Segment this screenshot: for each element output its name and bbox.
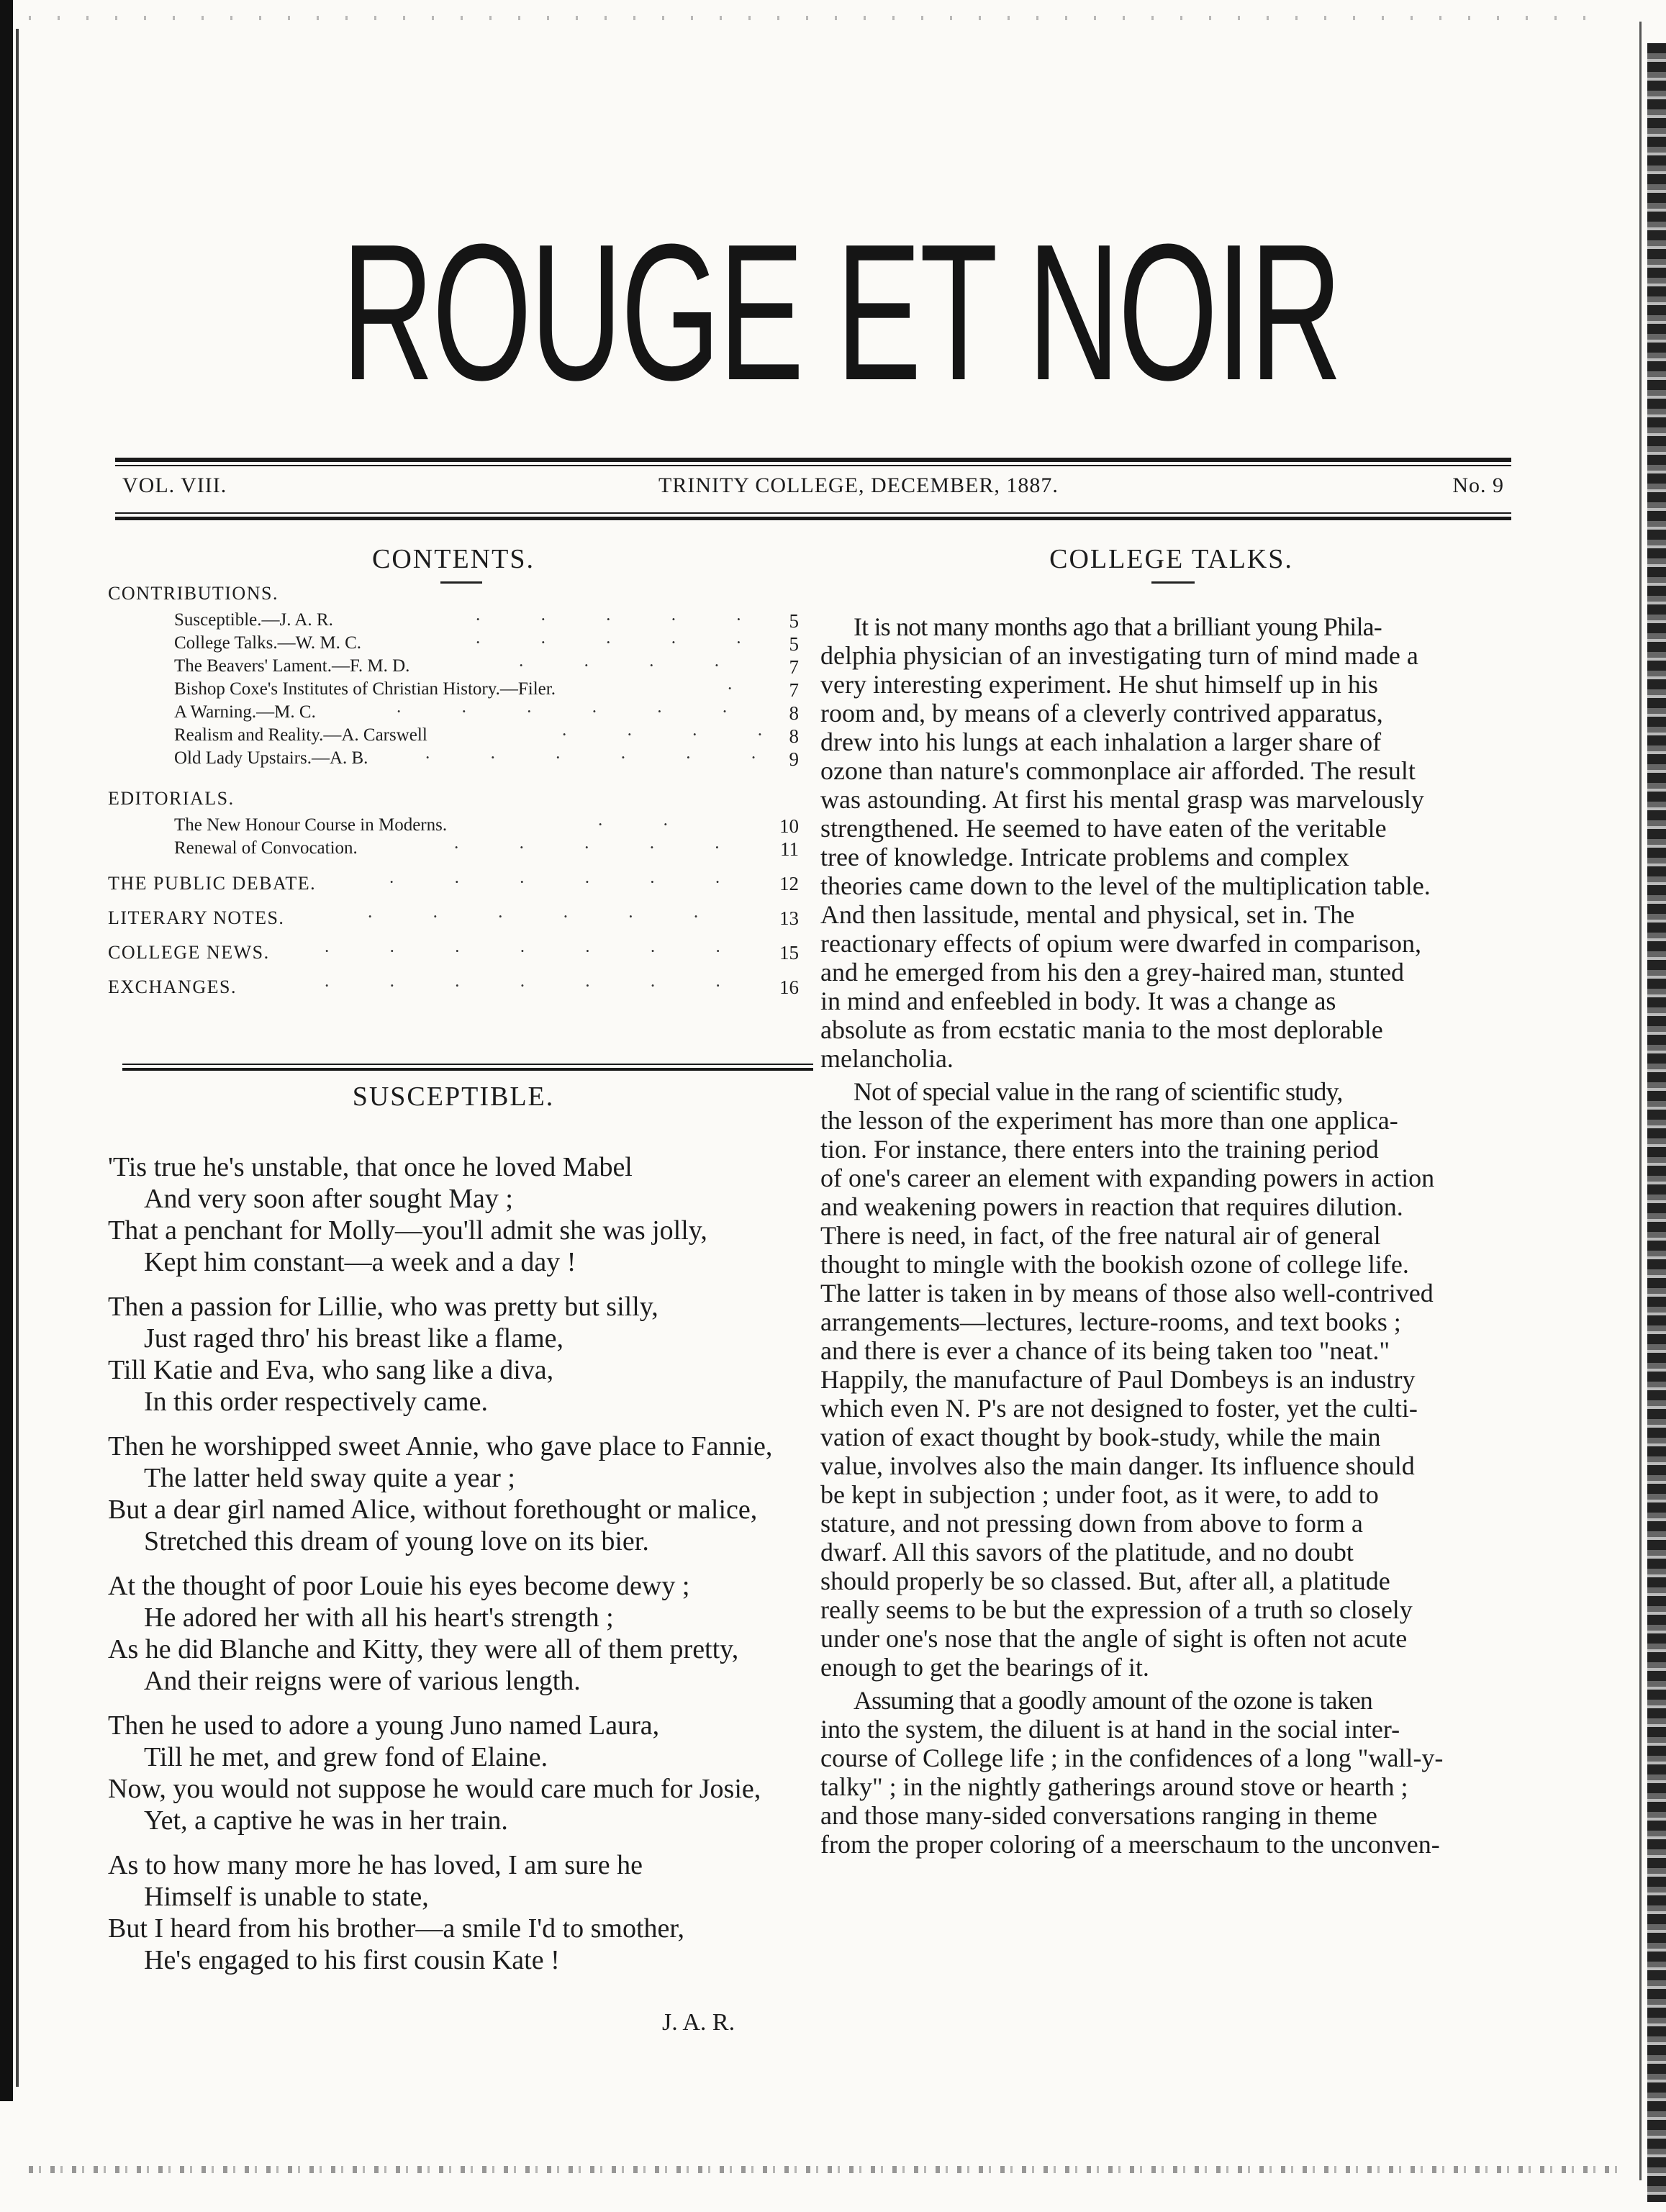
poem-line: Stretched this dream of young love on its bier. xyxy=(144,1526,649,1556)
article-line: and he emerged from his den a grey-haired man, stunted xyxy=(820,958,1405,987)
poem-line: Till Katie and Eva, who sang like a diva, xyxy=(108,1355,554,1385)
header-rule-bottom-thin xyxy=(115,512,1511,514)
scan-edge-right-line xyxy=(1639,22,1642,2180)
article-line: arrangements—lectures, lecture-rooms, and text books ; xyxy=(820,1307,1401,1336)
article-line: which even N. P's are not designed to foster, yet the culti- xyxy=(820,1394,1418,1423)
article-line: be kept in subjection ; under foot, as it were, to add to xyxy=(820,1480,1379,1509)
masthead-title: ROUGE ET NOIR xyxy=(341,204,1341,421)
poem-line: 'Tis true he's unstable, that once he loved Mabel xyxy=(108,1152,633,1182)
toc-leader: · · · · · · xyxy=(389,873,748,892)
poem-line: Kept him constant—a week and a day ! xyxy=(144,1247,576,1277)
article-line: Assuming that a goodly amount of the ozone is taken xyxy=(854,1686,1372,1715)
toc-entry: College Talks.—W. M. C. xyxy=(174,633,362,653)
issue-number: No. 9 xyxy=(1452,473,1504,497)
toc-entry: Bishop Coxe's Institutes of Christian History.—Filer. xyxy=(174,679,556,699)
toc-section: THE PUBLIC DEBATE. xyxy=(108,873,317,894)
article-line: reactionary effects of opium were dwarfed in comparison, xyxy=(820,929,1421,958)
article-line: value, involves also the main danger. Its influence should xyxy=(820,1451,1415,1480)
article-line: and there is ever a chance of its being taken too "neat." xyxy=(820,1336,1390,1365)
article-line: in mind and enfeebled in body. It was a change as xyxy=(820,987,1336,1015)
article-line: Not of special value in the rang of scientific study, xyxy=(854,1077,1343,1106)
article-line: room and, by means of a cleverly contrived apparatus, xyxy=(820,699,1383,727)
toc-section: LITERARY NOTES. xyxy=(108,907,285,928)
poem-line: Now, you would not suppose he would care much for Josie, xyxy=(108,1774,761,1804)
poem-line: In this order respectively came. xyxy=(144,1387,488,1417)
toc-page: 5 xyxy=(789,633,799,655)
poem-signature: J. A. R. xyxy=(662,2009,735,2036)
article-line: tree of knowledge. Intricate problems and complex xyxy=(820,843,1349,871)
contents-title: CONTENTS. xyxy=(372,544,535,574)
toc-leader: · · · · · · · xyxy=(324,976,748,996)
poem-line: And very soon after sought May ; xyxy=(144,1184,513,1214)
poem-line: At the thought of poor Louie his eyes become dewy ; xyxy=(108,1571,690,1601)
poem-line: Then he used to adore a young Juno named Laura, xyxy=(108,1710,660,1741)
toc-section: EXCHANGES. xyxy=(108,976,237,997)
article-line: stature, and not pressing down from above to form a xyxy=(820,1509,1363,1538)
contents-rule-thin xyxy=(122,1064,813,1065)
toc-leader: · · · · · xyxy=(475,610,769,630)
toc-page: 9 xyxy=(789,748,799,770)
toc-leader: · · xyxy=(597,815,696,835)
article-line: under one's nose that the angle of sight is often not acute xyxy=(820,1624,1408,1653)
article-line: tion. For instance, there enters into the training period xyxy=(820,1135,1379,1164)
toc-entry: Realism and Reality.—A. Carswell xyxy=(174,725,427,745)
toc-entry: Renewal of Convocation. xyxy=(174,838,358,858)
toc-page: 11 xyxy=(780,838,799,860)
article-line: talky" ; in the nightly gatherings around stove or hearth ; xyxy=(820,1772,1408,1801)
poem-line: As he did Blanche and Kitty, they were all of them pretty, xyxy=(108,1634,739,1664)
scan-edge-left xyxy=(0,0,13,2101)
poem-title: SUSCEPTIBLE. xyxy=(352,1082,555,1112)
article-line: and those many-sided conversations ranging in theme xyxy=(820,1801,1377,1830)
article-line: the lesson of the experiment has more than one applica- xyxy=(820,1106,1398,1135)
article-line: and weakening powers in reaction that requires dilution. xyxy=(820,1192,1403,1221)
article-line: It is not many months ago that a brilliant young Phila- xyxy=(854,612,1382,641)
toc-page: 8 xyxy=(789,725,799,747)
header-rule-top-thin xyxy=(115,465,1511,466)
volume-label: VOL. VIII. xyxy=(122,473,227,497)
poem-line: He's engaged to his first cousin Kate ! xyxy=(144,1945,560,1975)
article-line: vation of exact thought by book-study, while the main xyxy=(820,1423,1381,1451)
header-rule-bottom xyxy=(115,517,1511,520)
poem-line: The latter held sway quite a year ; xyxy=(144,1463,515,1493)
article-title: COLLEGE TALKS. xyxy=(1049,544,1293,574)
article-line: absolute as from ecstatic mania to the most deplorable xyxy=(820,1015,1383,1044)
poem-line: And their reigns were of various length. xyxy=(144,1666,581,1696)
toc-leader: · · · · · · xyxy=(367,907,727,927)
toc-page: 12 xyxy=(779,873,799,894)
toc-section-editorials: EDITORIALS. xyxy=(108,788,235,809)
toc-page: 5 xyxy=(789,610,799,632)
toc-leader: · · · · xyxy=(518,656,748,676)
article-line: course of College life ; in the confidences of a long "wall-y- xyxy=(820,1744,1444,1772)
poem-line: Till he met, and grew fond of Elaine. xyxy=(144,1742,548,1772)
article-line: should properly be so classed. But, after all, a platitude xyxy=(820,1567,1390,1595)
article-line: was astounding. At first his mental grasp was marvelously xyxy=(820,785,1424,814)
poem-line: But a dear girl named Alice, without forethought or malice, xyxy=(108,1495,758,1525)
article-line: from the proper coloring of a meerschaum to the unconven- xyxy=(820,1830,1440,1859)
scan-noise-top xyxy=(29,16,1612,20)
article-line: melancholia. xyxy=(820,1044,954,1073)
article-line: thought to mingle with the bookish ozone of college life. xyxy=(820,1250,1409,1279)
toc-leader: · · · · · · xyxy=(425,748,784,768)
toc-leader: · · · · · · · xyxy=(324,942,748,961)
article-line: There is need, in fact, of the free natural air of general xyxy=(820,1221,1381,1250)
toc-section: COLLEGE NEWS. xyxy=(108,942,270,963)
toc-page: 7 xyxy=(789,679,799,701)
scan-noise-bottom xyxy=(29,2166,1626,2173)
poem-line: As to how many more he has loved, I am sure he xyxy=(108,1850,643,1880)
article-line: into the system, the diluent is at hand in the social inter- xyxy=(820,1715,1400,1744)
toc-leader: · · · · · · xyxy=(396,702,756,722)
article-line: really seems to be but the expression of a truth so closely xyxy=(820,1595,1413,1624)
article-line: ozone than nature's commonplace air afforded. The result xyxy=(820,756,1416,785)
poem-line: But I heard from his brother—a smile I'd to smother, xyxy=(108,1913,685,1944)
toc-leader: · xyxy=(727,679,761,699)
toc-entry: Old Lady Upstairs.—A. B. xyxy=(174,748,368,768)
article-line: theories came down to the level of the multiplication table. xyxy=(820,871,1431,900)
article-line: very interesting experiment. He shut himself up in his xyxy=(820,670,1378,699)
poem-line: He adored her with all his heart's strength ; xyxy=(144,1603,614,1633)
toc-leader: · · · · · xyxy=(453,838,748,858)
article-line: delphia physician of an investigating turn of mind made a xyxy=(820,641,1418,670)
toc-leader: · · · · · xyxy=(475,633,769,653)
poem-line: Then a passion for Lillie, who was pretty but silly, xyxy=(108,1292,658,1322)
toc-page: 13 xyxy=(779,907,799,929)
scan-edge-right xyxy=(1647,43,1666,2202)
toc-entry: The Beavers' Lament.—F. M. D. xyxy=(174,656,410,676)
toc-leader: · · · · xyxy=(561,725,791,745)
header-rule-top xyxy=(115,458,1511,462)
contents-rule xyxy=(122,1068,813,1071)
contents-title-dash xyxy=(440,581,482,584)
article-line: drew into his lungs at each inhalation a larger share of xyxy=(820,727,1382,756)
article-line: strengthened. He seemed to have eaten of the veritable xyxy=(820,814,1387,843)
toc-page: 15 xyxy=(779,942,799,964)
toc-page: 7 xyxy=(789,656,799,678)
article-line: of one's career an element with expanding powers in action xyxy=(820,1164,1435,1192)
toc-page: 8 xyxy=(789,702,799,724)
toc-page: 10 xyxy=(779,815,799,837)
scan-edge-left-line xyxy=(16,29,19,2087)
issue-header-row xyxy=(115,473,1511,509)
poem-line: Himself is unable to state, xyxy=(144,1882,429,1912)
dateline: TRINITY COLLEGE, DECEMBER, 1887. xyxy=(658,473,1059,497)
poem-line: Then he worshipped sweet Annie, who gave place to Fannie, xyxy=(108,1431,773,1461)
poem-line: Yet, a captive he was in her train. xyxy=(144,1805,508,1836)
article-line: And then lassitude, mental and physical, set in. The xyxy=(820,900,1355,929)
toc-entry: A Warning.—M. C. xyxy=(174,702,316,722)
poem-line: That a penchant for Molly—you'll admit she was jolly, xyxy=(108,1215,707,1246)
toc-page: 16 xyxy=(779,976,799,998)
article-line: dwarf. All this savors of the platitude, and no doubt xyxy=(820,1538,1354,1567)
article-line: Happily, the manufacture of Paul Dombeys is an industry xyxy=(820,1365,1416,1394)
poem-line: Just raged thro' his breast like a flame, xyxy=(144,1323,564,1354)
toc-entry: The New Honour Course in Moderns. xyxy=(174,815,448,835)
article-line: The latter is taken in by means of those also well-contrived xyxy=(820,1279,1434,1307)
article-line: enough to get the bearings of it. xyxy=(820,1653,1149,1682)
toc-section-contributions: CONTRIBUTIONS. xyxy=(108,583,279,604)
article-title-dash xyxy=(1151,581,1195,584)
toc-entry: Susceptible.—J. A. R. xyxy=(174,610,333,630)
